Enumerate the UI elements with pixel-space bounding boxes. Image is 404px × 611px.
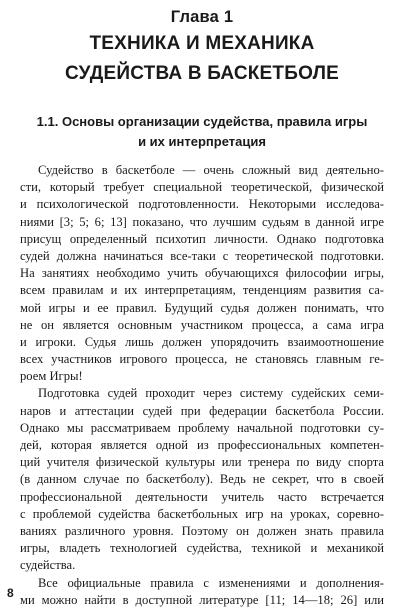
text-line: наров и аттестации судей при федерации баскетбола России. [20,403,384,418]
chapter-heading [0,6,404,88]
text-line: Все официальные правила с изменениями и дополнения- [38,575,384,590]
text-line: Судейство в баскетболе — очень сложный вид деятельно- [38,163,384,177]
page-number: 8 [7,586,14,600]
chapter-title-line-1: ТЕХНИКА И МЕХАНИКА [89,33,315,54]
text-line: роем Игры! [20,369,83,384]
text-line: сти, который требует специальной теоретической, физической [20,180,384,195]
text-line: игры, владеть технологией судейства, техникой и механикой [20,541,384,556]
text-line: мой игры и ее правил. Будущий судья должен понимать, что [20,300,384,315]
chapter-title-line-2: СУДЕЙСТВА В БАСКЕТБОЛЕ [65,63,339,84]
text-line: ваниях различного уровня. Поэтому он должен знать правила [20,523,384,538]
text-line: и игроки. Судья лишь должен упорядочить взаимоотношение [20,334,384,349]
text-line: судейства. [20,558,76,573]
text-line: всем правилам и их интерпретациям, тенденциям развития са- [20,283,384,298]
text-line: судей должна начинаться все-таки с теоретической подготовки. [20,248,384,263]
text-line: и психологической подготовленности. Некоторыми исследова- [20,197,384,212]
section-heading [0,112,404,152]
text-line: всех участников игрового процесса, не становясь главным ге- [20,352,384,367]
body-text [20,162,384,609]
text-line: ми можно найти в доступной литературе [11; 14—18; 26] или [20,592,384,607]
text-line: не он является основным участником процесса, а сама игра [20,317,384,332]
section-title-line-1: 1.1. Основы организации судейства, правила игры [36,114,368,129]
text-line: ций учителя физической культуры или тренера по виду спорта [20,455,384,470]
text-line: Подготовка судей проходит через систему судейских семи- [38,386,384,401]
text-line: (в данном случае по баскетболу). Ведь не секрет, что в своей [20,472,384,487]
text-line: с проблемой судейства баскетбольных игр на уроках, соревно- [20,506,384,521]
text-line: профессиональной деятельности учитель часто встречается [20,489,384,504]
chapter-label: Глава 1 [170,8,234,26]
section-title-line-2: и их интерпретация [138,134,266,149]
text-line: присущ определенный психотип личности. Однако подготовка [20,231,384,246]
text-line: ниями [3; 5; 6; 13] показано, что лучшим судьям в данной игре [20,214,384,229]
text-line: На занятиях необходимо учить обучающихся философии игры, [20,266,384,281]
text-line: Однако мы рассматриваем проблему начальной подготовки су- [20,420,384,435]
text-line: дей, которая является одной из профессиональных компетен- [20,438,384,452]
